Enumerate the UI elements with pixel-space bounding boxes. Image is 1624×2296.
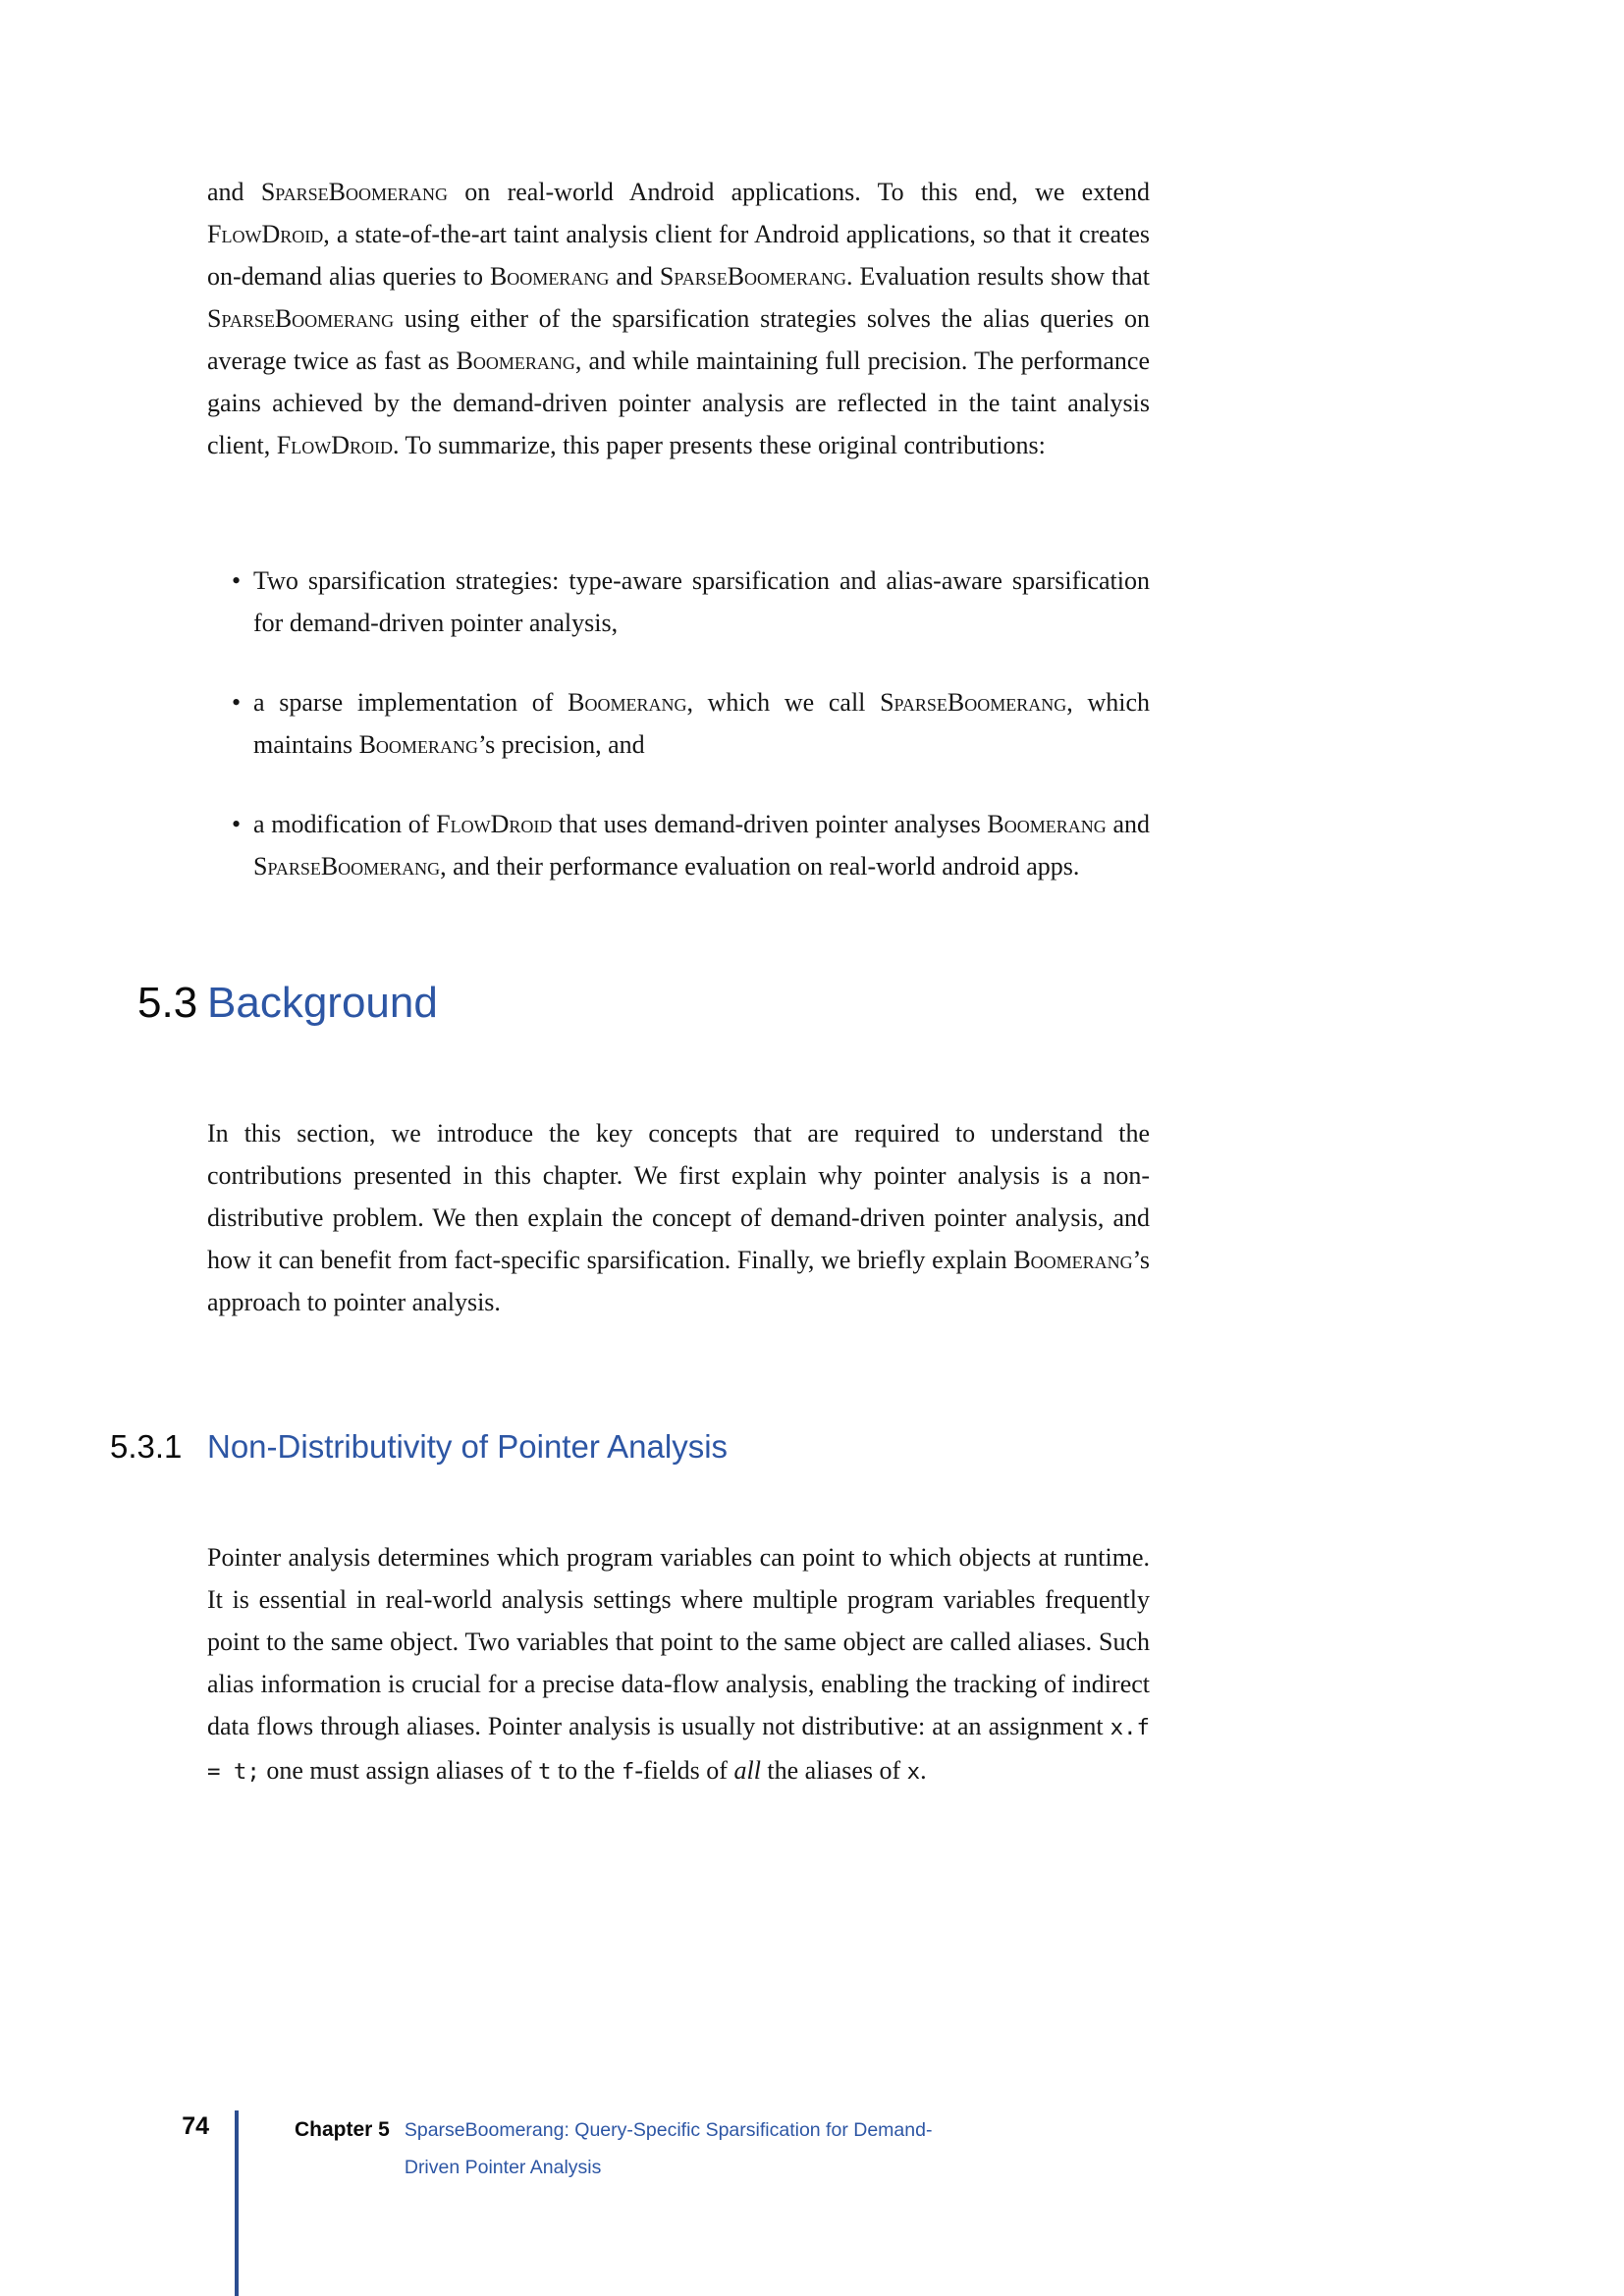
section-intro-paragraph: In this section, we introduce the key concepts that are required to understand the contributions presented in this chapter. We first explain why pointer analysis is a non-distributive problem. We then explain the concept of demand-driven pointer analysis, and how it can benefit from fact-specific sparsification. Finally, we briefly explain Boomerang’s approach to pointer analysis. — [207, 1119, 1150, 1316]
list-item — [232, 803, 1150, 887]
section-heading — [137, 979, 1150, 1027]
subsection-body-paragraph: Pointer analysis determines which program variables can point to which objects at runtime. It is essential in real-world analysis settings where multiple program variables frequently point to the same object. Two variables that point to the same object are called aliases. Such alias information is crucial for a precise data-flow analysis, enabling the tracking of indirect data flows through aliases. Pointer analysis is usually not distributive: at an assignment x.f = t; one must assign aliases of t to the f-fields of all the aliases of x. — [207, 1543, 1150, 1785]
section-number: 5.3 — [137, 979, 198, 1027]
bullet-icon: • — [232, 688, 242, 717]
chapter-label: Chapter 5 — [295, 2118, 390, 2141]
list-item-text: a sparse implementation of Boomerang, which we call SparseBoomerang, which maintains Boomerang’s precision, and — [253, 688, 1150, 759]
list-item-text: Two sparsification strategies: type-aware sparsification and alias-aware sparsification for demand-driven pointer analysis, — [253, 566, 1150, 637]
page-footer — [147, 2107, 933, 2296]
bullet-icon: • — [232, 566, 242, 595]
contributions-list — [207, 560, 1150, 887]
running-title-line2: Driven Pointer Analysis — [404, 2157, 602, 2178]
running-title-line1: SparseBoomerang: Query-Specific Sparsification for Demand- — [404, 2119, 933, 2141]
list-item-text: a modification of FlowDroid that uses demand-driven pointer analyses Boomerang and SparseBoomerang, and their performance evaluation on real-world android apps. — [253, 810, 1150, 881]
subsection-number: 5.3.1 — [110, 1428, 183, 1465]
subsection-heading — [110, 1427, 1150, 1467]
bullet-icon: • — [232, 810, 242, 838]
section-title: Background — [207, 979, 438, 1027]
list-item — [232, 560, 1150, 644]
running-header — [295, 2111, 933, 2186]
intro-paragraph: and SparseBoomerang on real-world Android applications. To this end, we extend FlowDroid, a state-of-the-art taint analysis client for Android applications, so that it creates on-demand alias queries to Boomerang and SparseBoomerang. Evaluation results show that SparseBoomerang using either of the sparsification strategies solves the alias queries on average twice as fast as Boomerang, and while maintaining full precision. The performance gains achieved by the demand-driven pointer analysis are reflected in the taint analysis client, FlowDroid. To summarize, this paper presents these original contributions: — [207, 178, 1150, 459]
subsection-title: Non-Distributivity of Pointer Analysis — [207, 1428, 729, 1465]
footer-rule — [235, 2110, 239, 2296]
text-column — [110, 171, 1150, 1793]
list-item — [232, 681, 1150, 766]
page-number: 74 — [182, 2112, 209, 2140]
running-title — [404, 2111, 933, 2186]
